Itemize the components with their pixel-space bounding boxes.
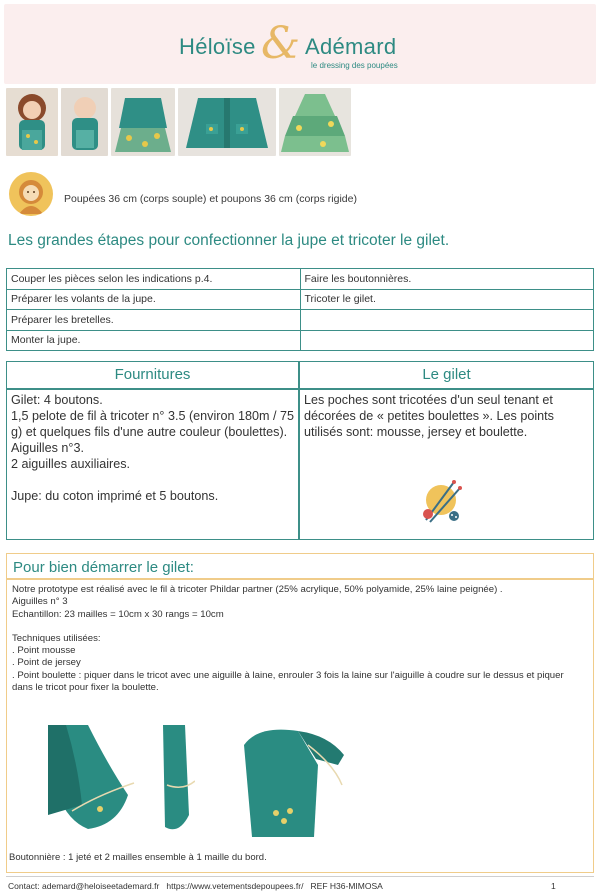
step-cell: Couper les pièces selon les indications p.4. — [7, 269, 301, 290]
supply-line: Aiguilles n°3. — [11, 441, 84, 455]
techniques-title: Techniques utilisées: — [12, 632, 101, 644]
step-cell: Préparer les bretelles. — [7, 310, 301, 331]
gilet-title: Le gilet — [422, 366, 471, 383]
page-number: 1 — [551, 881, 556, 891]
photo-doll-girl — [6, 88, 58, 156]
technique-item: . Point mousse — [12, 645, 76, 657]
prototype-text: Notre prototype est réalisé avec le fil à tricoter Phildar partner (25% acrylique, 50% polyamide, 25% laine peignée) . — [12, 584, 503, 595]
step-cell — [300, 330, 594, 351]
table-row — [7, 330, 594, 351]
step-cell — [300, 310, 594, 331]
knitting-icon — [416, 476, 466, 526]
table-row — [7, 310, 594, 331]
fournitures-title: Fournitures — [114, 366, 191, 383]
table-row — [7, 269, 594, 290]
website-link: https://www.vetementsdepoupees.fr/ — [166, 881, 304, 891]
brand-name-right: Adémard — [305, 34, 397, 59]
contact-email: Contact: ademard@heloiseetademard.fr — [8, 881, 160, 891]
divider — [7, 578, 593, 580]
table-row — [7, 289, 594, 310]
divider — [7, 388, 298, 390]
photo-boulette-step-1 — [48, 725, 140, 837]
supply-line: Gilet: 4 boutons. — [11, 393, 103, 407]
main-title: Les grandes étapes pour confectionner la jupe et tricoter le gilet. — [8, 232, 450, 249]
photo-skirt — [279, 88, 351, 156]
brand-ampersand: & — [261, 18, 301, 69]
technique-item: . Point de jersey — [12, 657, 81, 669]
gilet-description: Les poches sont tricotées d'un seul tenant et décorées de « petites boulettes ». Les points utilisés sont: mousse, jersey et boulette. — [304, 393, 554, 439]
doll-icon — [9, 172, 53, 216]
photo-boulette-result — [238, 725, 350, 837]
footer — [8, 881, 383, 891]
supply-line: 1,5 pelote de fil à tricoter n° 3.5 (environ 180m / 75 g) et quelques fils d'une autre couleur (boulettes). — [11, 409, 294, 439]
doll-sizes: Poupées 36 cm (corps souple) et poupons 36 cm (corps rigide) — [64, 193, 357, 205]
reference: REF H36-MIMOSA — [310, 881, 383, 891]
header-banner — [4, 4, 596, 84]
footer-divider — [6, 876, 594, 877]
step-cell: Monter la jupe. — [7, 330, 301, 351]
supply-line: Jupe: du coton imprimé et 5 boutons. — [11, 489, 219, 503]
brand-name-left: Héloïse — [179, 34, 256, 59]
step-cell: Préparer les volants de la jupe. — [7, 289, 301, 310]
fournitures-list — [11, 392, 294, 504]
steps-table — [6, 268, 594, 351]
divider — [300, 388, 593, 390]
supply-line: 2 aiguilles auxiliaires. — [11, 457, 131, 471]
brand-logo — [175, 18, 435, 78]
buttonhole-text: Boutonnière : 1 jeté et 2 mailles ensemble à 1 maille du bord. — [9, 852, 267, 863]
photo-outfit-front — [111, 88, 175, 156]
needles-text: Aiguilles n° 3 — [12, 596, 68, 608]
fournitures-panel — [6, 361, 299, 540]
brand-tagline: le dressing des poupées — [311, 61, 398, 70]
step-cell: Faire les boutonnières. — [300, 269, 594, 290]
photo-boulette-step-2 — [163, 725, 195, 837]
start-instructions — [12, 584, 585, 694]
sample-text: Echantillon: 23 mailles = 10cm x 30 rangs = 10cm — [12, 608, 224, 620]
technique-item: . Point boulette : piquer dans le tricot avec une aiguille à laine, enrouler 3 fois la laine sur l'aiguille à coudre sur le dessus et piquer dans le tricot pour fixer la boulette. — [12, 669, 564, 694]
start-title: Pour bien démarrer le gilet: — [13, 559, 194, 576]
photo-gilet — [178, 88, 276, 156]
step-cell: Tricoter le gilet. — [300, 289, 594, 310]
photo-doll-baby — [61, 88, 108, 156]
